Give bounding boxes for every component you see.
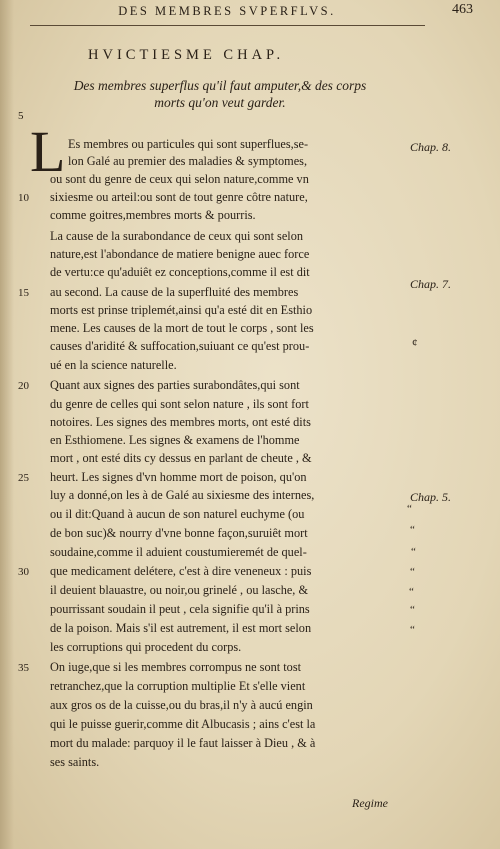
line-number: 25: [18, 472, 29, 484]
chapter-title-line: morts qu'on veut garder.: [154, 95, 286, 110]
catchword: Regime: [352, 796, 388, 810]
page-gutter-shadow: [0, 0, 14, 849]
text-line: nature,est l'abondance de matiere benigne auec force: [50, 247, 310, 261]
text-line: mort , ont esté dits cy dessus en parlant de cheute , &: [50, 451, 312, 465]
text-line: La cause de la surabondance de ceux qui sont selon: [50, 229, 304, 243]
text-line: notoires. Les signes des membres morts, ont esté dits: [50, 415, 311, 429]
running-head: DES MEMBRES SVPERFLVS.: [118, 4, 336, 18]
text-line: mene. Les causes de la mort de tout le corps , sont les: [50, 321, 314, 335]
text-line: au second. La cause de la superfluité des membres: [50, 285, 299, 299]
text-line: morts est prinse triplemét,ainsi qu'a esté dit en Esthio: [50, 303, 313, 317]
margin-quote-mark: “: [410, 624, 415, 636]
text-line: mort du malade: parquoy il le faut laisser à Dieu , & à: [50, 736, 316, 750]
margin-quote-mark: “: [411, 546, 416, 558]
text-line: ou sont du genre de ceux qui selon nature,comme vn: [50, 172, 309, 186]
margin-note: Chap. 8.: [410, 140, 452, 154]
text-line: causes d'aridité & suffocation,suiuant ce qu'est prou-: [50, 339, 310, 353]
text-line: lon Galé au premier des maladies & symptomes,: [68, 154, 308, 168]
line-number: 30: [18, 566, 29, 578]
text-line: ou il dit:Quand à aucun de son naturel euchyme (ou: [50, 507, 305, 521]
text-line: On iuge,que si les membres corrompus ne sont tost: [50, 660, 302, 674]
margin-note: Chap. 5.: [410, 490, 452, 504]
text-line: comme goitres,membres morts & pourris.: [50, 208, 256, 222]
header-rule: [30, 25, 425, 26]
drop-cap: L: [30, 119, 66, 184]
chapter-heading: HVICTIESME CHAP.: [88, 47, 285, 63]
line-number: 5: [18, 110, 24, 122]
text-line: les corruptions qui procedent du corps.: [50, 640, 242, 654]
text-line: Quant aux signes des parties surabondâtes,qui sont: [50, 378, 300, 392]
line-number: 35: [18, 662, 29, 674]
chapter-title: [40, 77, 400, 111]
margin-note: Chap. 7.: [410, 277, 452, 291]
text-line: sixiesme ou arteil:ou sont de tout genre côtre nature,: [50, 190, 308, 204]
text-line: ué en la science naturelle.: [50, 358, 177, 372]
text-line: en Esthiomene. Les signes & examens de l'homme: [50, 433, 300, 447]
text-line: heurt. Les signes d'vn homme mort de poison, qu'on: [50, 470, 307, 484]
margin-quote-mark: “: [409, 586, 414, 598]
page-number: 463: [452, 2, 473, 17]
line-number: 15: [18, 287, 29, 299]
text-line: soudaine,comme il aduient coustumieremét de quel-: [50, 545, 307, 559]
line-number: 20: [18, 380, 29, 392]
margin-quote-mark: “: [407, 503, 412, 515]
line-number: 10: [18, 192, 29, 204]
margin-quote-mark: “: [410, 604, 415, 616]
text-line: Es membres ou particules qui sont superflues,se-: [68, 137, 309, 151]
margin-quote-mark: ¢: [412, 337, 418, 349]
text-line: il deuient blauastre, ou noir,ou grinelé , ou lasche, &: [50, 583, 309, 597]
text-line: que medicament delétere, c'est à dire veneneux : puis: [50, 564, 312, 578]
text-line: pourrissant soudain il peut , cela signifie qu'il à prins: [50, 602, 310, 616]
text-line: retranchez,que la corruption multiplie Et s'elle vient: [50, 679, 306, 693]
text-line: de bon suc)& nourry d'vne bonne façon,suruiêt mort: [50, 526, 308, 540]
chapter-title-line: Des membres superflus qu'il faut amputer,& des corps: [73, 78, 367, 93]
margin-quote-mark: “: [410, 524, 415, 536]
text-line: aux gros os de la cuisse,ou du bras,il n'y à aucú engin: [50, 698, 313, 712]
text-line: ses saints.: [50, 755, 100, 769]
text-line: qui le puisse guerir,comme dit Albucasis ; ains c'est la: [50, 717, 316, 731]
text-line: luy a donné,on les à de Galé au sixiesme des internes,: [50, 488, 315, 502]
margin-quote-mark: “: [410, 566, 415, 578]
text-line: de la poison. Mais s'il est autrement, il est mort selon: [50, 621, 312, 635]
text-line: de vertu:ce qu'aduiêt ez conceptions,comme il est dit: [50, 265, 310, 279]
text-line: du genre de celles qui sont selon nature , ils sont fort: [50, 397, 309, 411]
